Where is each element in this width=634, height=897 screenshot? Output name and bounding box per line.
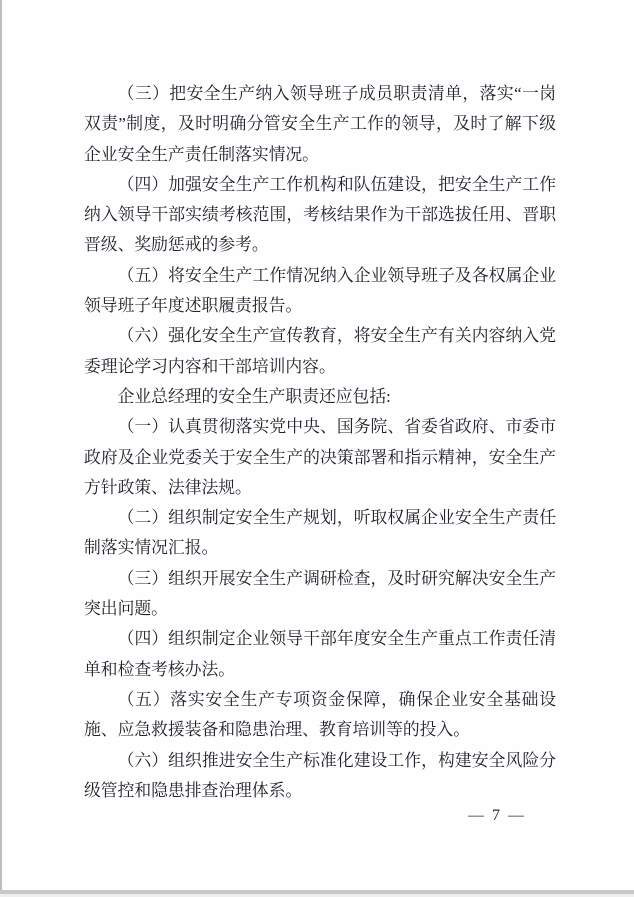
page-number: — 7 — [468,807,526,824]
paragraph: （一）认真贯彻落实党中央、国务院、省委省政府、市委市政府及企业党委关于安全生产的决策部署和指示精神，安全生产方针政策、法律法规。 [84,417,556,497]
paragraph: （六）组织推进安全生产标准化建设工作，构建安全风险分级管控和隐患排查治理体系。 [84,750,556,800]
paragraph: （三）把安全生产纳入领导班子成员职责清单，落实“一岗双责”制度，及时明确分管安全生产工作的领导，及时了解下级企业安全生产责任制落实情况。 [84,84,556,164]
paragraph: （六）强化安全生产宣传教育，将安全生产有关内容纳入党委理论学习内容和干部培训内容。 [84,326,556,376]
paragraph: （三）组织开展安全生产调研检查，及时研究解决安全生产突出问题。 [84,568,556,619]
paragraph: 企业总经理的安全生产职责还应包括: [117,386,391,406]
scan-edge-left [0,0,2,897]
paragraph: （四）加强安全生产工作机构和队伍建设，把安全生产工作纳入领导干部实绩考核范围，考核结果作为干部选拔任用、晋职晋级、奖励惩戒的参考。 [84,174,556,255]
document-text-block [84,79,556,806]
paragraph: （五）落实安全生产专项资金保障，确保企业安全基础设施、应急救援装备和隐患治理、教育培训等的投入。 [84,689,556,740]
paragraph: （四）组织制定企业领导干部年度安全生产重点工作责任清单和检查考核办法。 [84,629,556,679]
paragraph: （五）将安全生产工作情况纳入企业领导班子及各权属企业领导班子年度述职履责报告。 [84,265,556,316]
paragraph: （二）组织制定安全生产规划，听取权属企业安全生产责任制落实情况汇报。 [84,508,556,558]
